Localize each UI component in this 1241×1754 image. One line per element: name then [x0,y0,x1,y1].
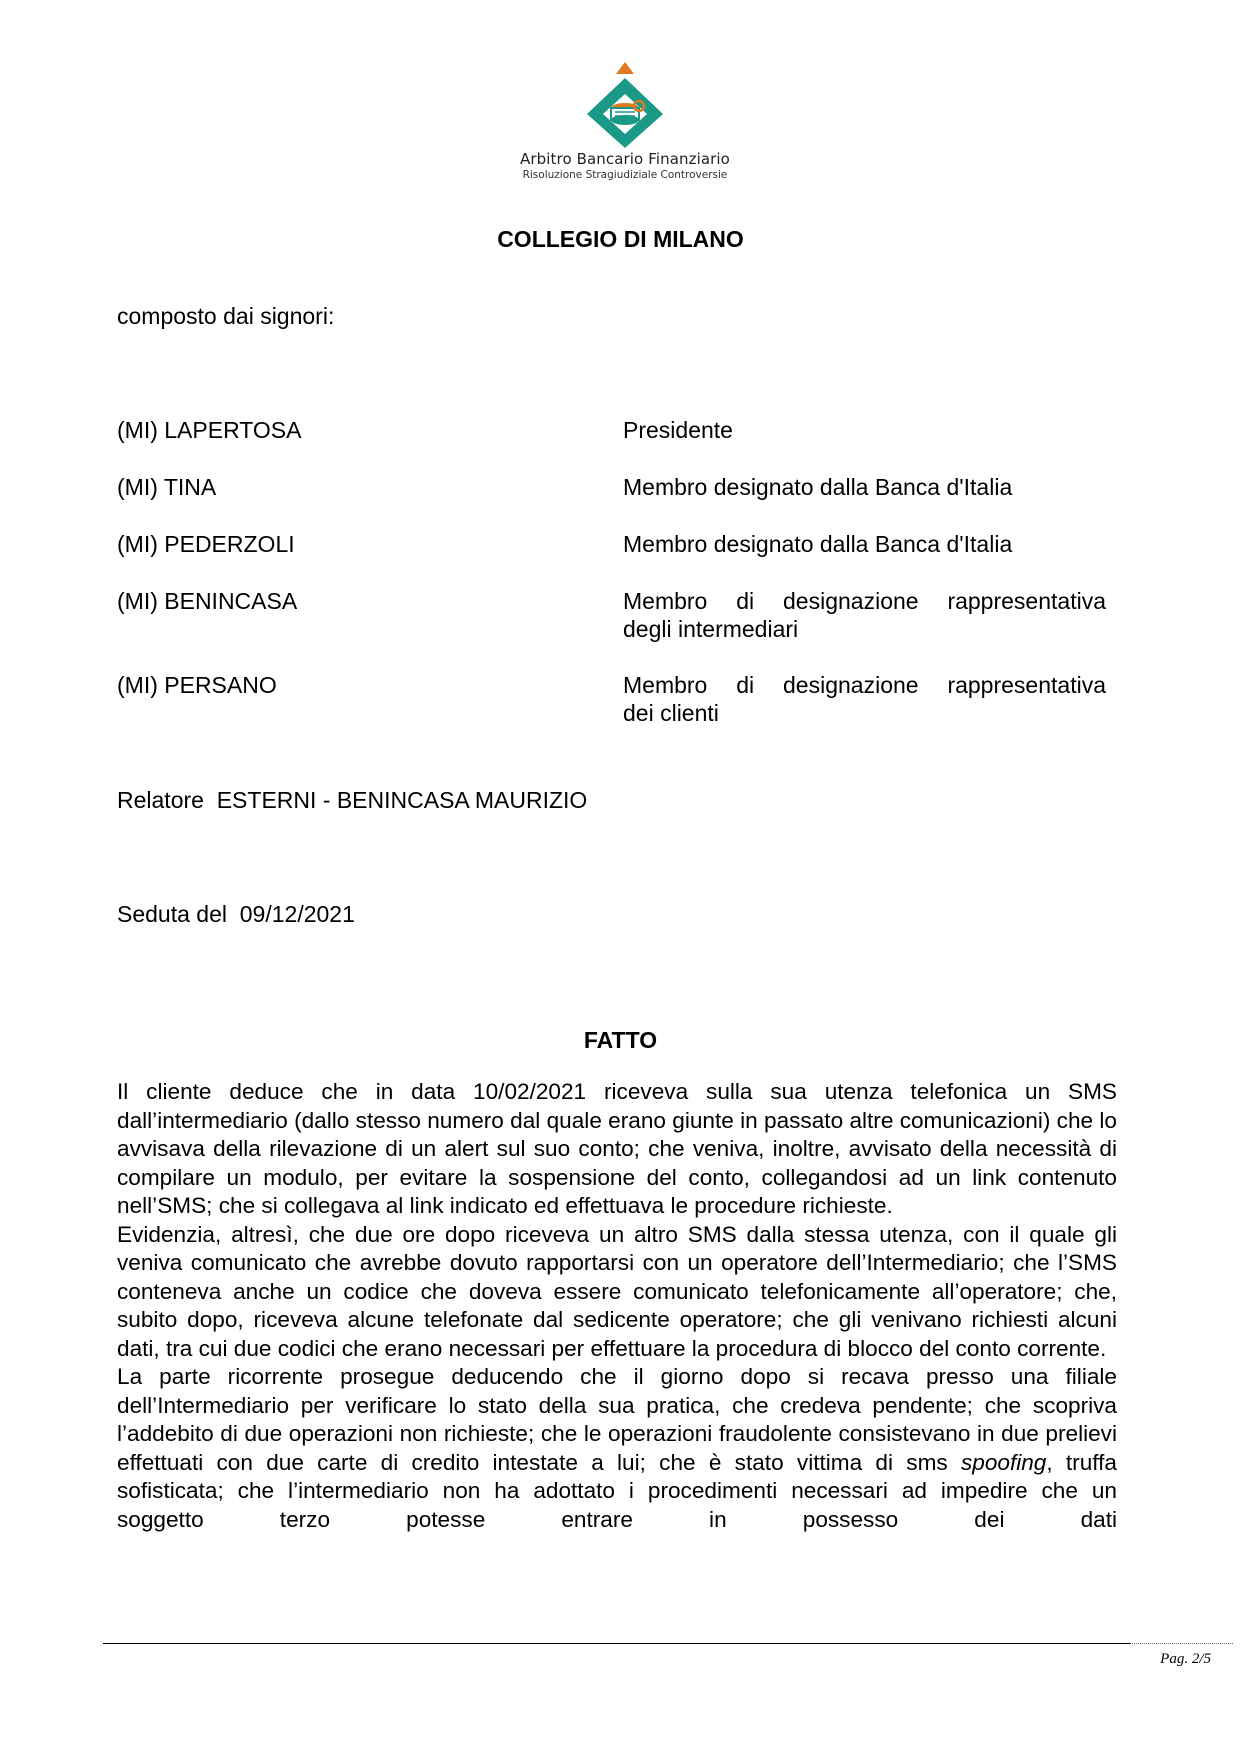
member-role: Presidente [623,417,733,443]
abf-emblem-icon [587,62,663,148]
relatore-line: Relatore ESTERNI - BENINCASA MAURIZIO [117,787,588,813]
body-text [117,1078,1117,1534]
logo-subtitle: Risoluzione Stragiudiziale Controversie [522,169,728,181]
collegio-title: COLLEGIO DI MILANO [497,226,744,252]
member-name: (MI) PERSANO [117,672,277,698]
member-role: Membro designato dalla Banca d'Italia [623,474,1013,500]
abf-logo [505,62,745,181]
emphasis-spoofing: spoofing [960,1449,1047,1475]
section-title-fatto: FATTO [583,1027,658,1053]
page-number: Pag. 2/5 [1160,1651,1211,1667]
member-name: (MI) LAPERTOSA [117,417,302,443]
paragraph-2: Evidenzia, altresì, che due ore dopo riceveva un altro SMS dalla stessa utenza, con il quale gli veniva comunicato che avrebbe dovuto rapportarsi con un operatore dell’Intermediario; che l’SMS conteneva anche un codice che doveva essere comunicato telefonicamente all’operatore; che, subito dopo, riceveva alcune telefonate dal sedicente operatore; che gli venivano richiesti alcuni dati, tra cui due codici che erano necessari per effettuare la procedura di blocco del conto corrente. [117,1221,1117,1361]
member-role-line1: Membro di designazione rappresentativa [623,672,1106,698]
member-name: (MI) TINA [117,474,217,500]
member-role-line2: dei clienti [623,700,719,726]
member-name: (MI) BENINCASA [117,588,298,614]
paragraph-3: La parte ricorrente prosegue deducendo che il giorno dopo si recava presso una filiale dell’Intermediario per verificare lo stato della sua pratica, che credeva pendente; che scopriva l’addebito di due operazioni non richieste; che le operazioni fraudolente consistevano in due prelievi effettuati con due carte di credito intestate a lui; che è stato vittima di sms spoofing, truffa sofisticata; che l’intermediario non ha adottato i procedimenti necessari ad impedire che un soggetto terzo potesse entrare in possesso dei dati [117,1364,1117,1532]
seduta-line: Seduta del 09/12/2021 [117,901,355,927]
member-role-line2: degli intermediari [623,616,799,642]
member-role-line1: Membro di designazione rappresentativa [623,588,1106,614]
logo-title: Arbitro Bancario Finanziario [520,150,730,168]
member-role: Membro designato dalla Banca d'Italia [623,531,1013,557]
member-role [623,671,1106,727]
intro-text: composto dai signori: [117,303,335,329]
member-role [623,587,1106,643]
footer-divider [103,1643,1130,1644]
paragraph-1: Il cliente deduce che in data 10/02/2021 riceveva sulla sua utenza telefonica un SMS dall’intermediario (dallo stesso numero dal quale erano giunte in passato altre comunicazioni) che lo avvisava della rilevazione di un alert sul suo conto; che veniva, inoltre, avvisato della necessità di compilare un modulo, per evitare la sospensione del conto, collegandosi ad un link contenuto nell’SMS; che si collegava al link indicato ed effettuava le procedure richieste. [117,1079,1117,1218]
member-name: (MI) PEDERZOLI [117,531,295,557]
